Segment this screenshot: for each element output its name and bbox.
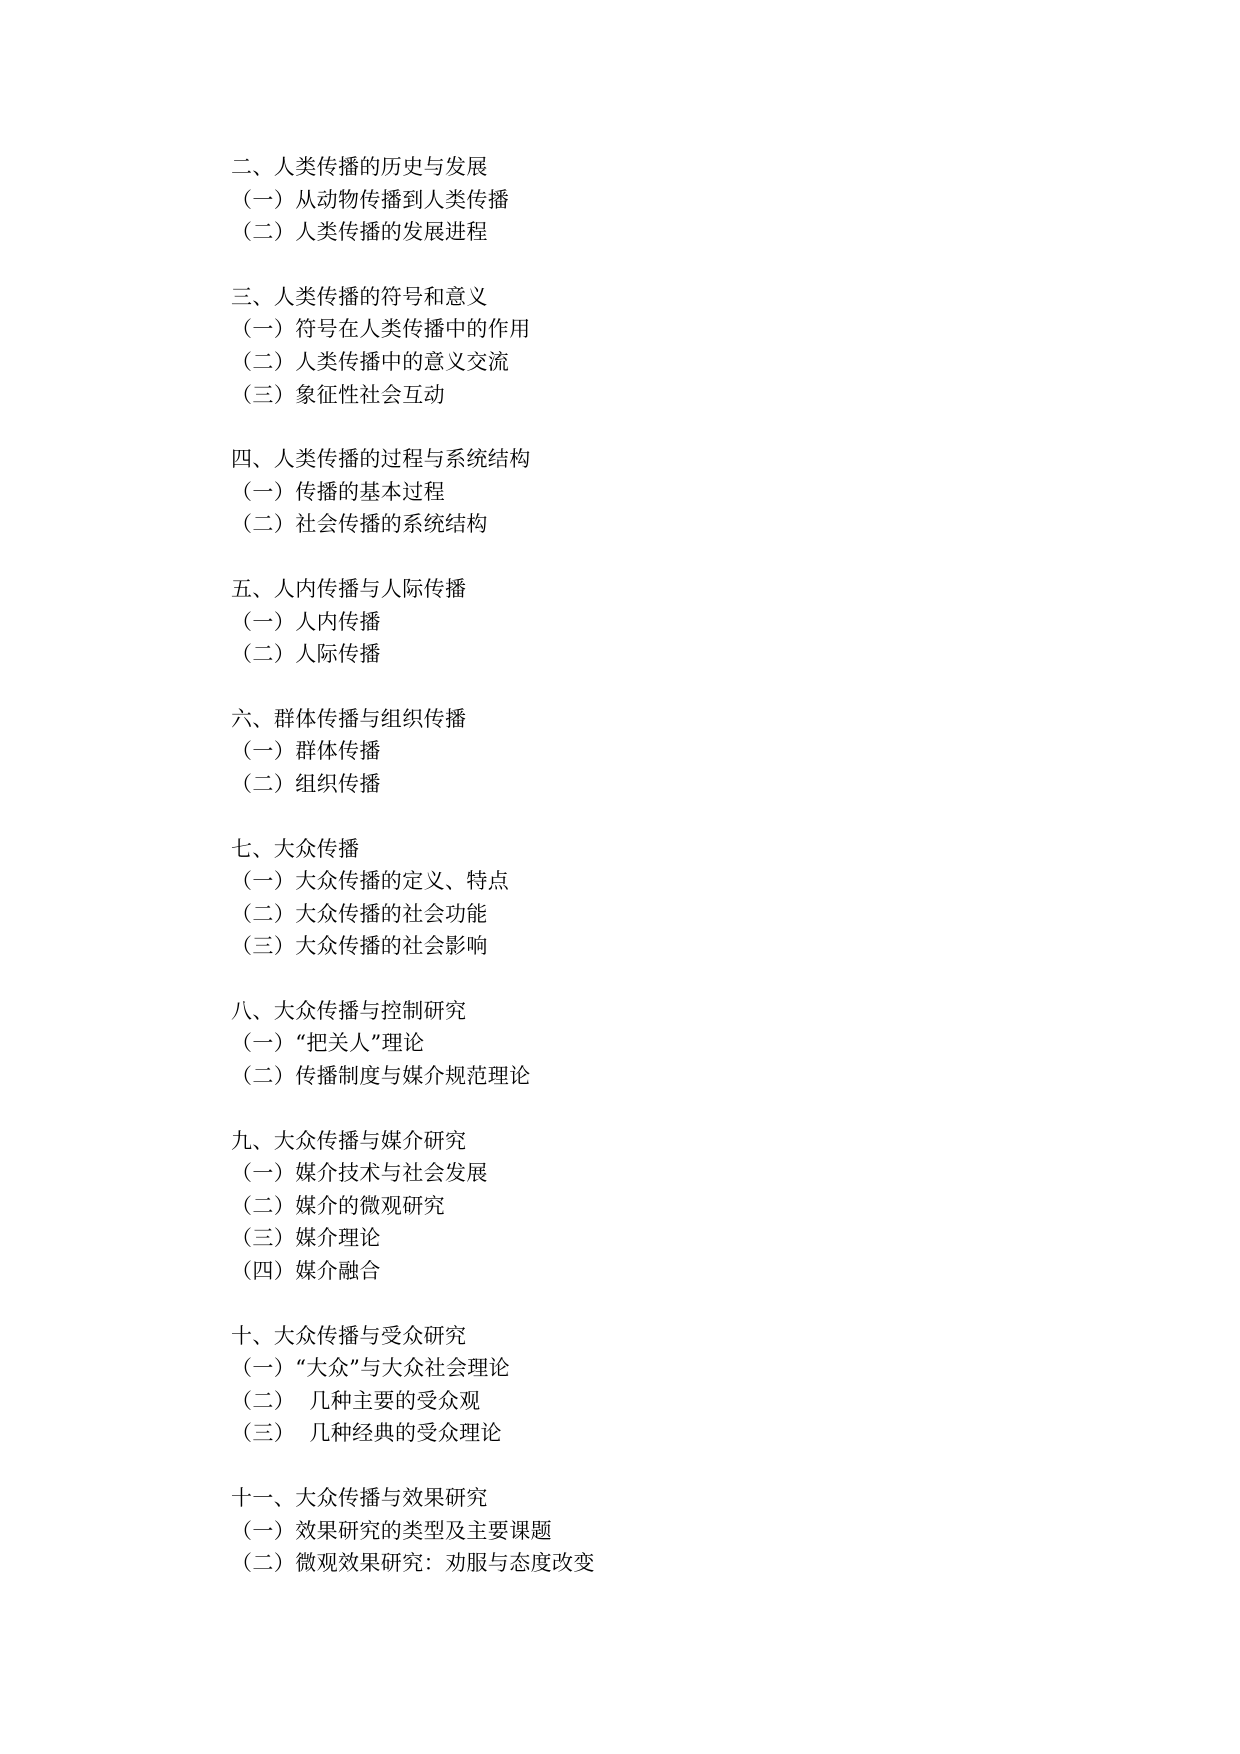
subsection-item: （二）传播制度与媒介规范理论 [231, 1064, 531, 1089]
subsection-item: （二）微观效果研究：劝服与态度改变 [231, 1551, 595, 1576]
outline-section [231, 995, 1131, 1093]
document-outline [231, 151, 1131, 1612]
outline-section [231, 703, 1131, 801]
outline-section [231, 151, 1131, 249]
subsection-item: （一）人内传播 [231, 609, 381, 634]
outline-section [231, 1125, 1131, 1288]
section-heading: 五、人内传播与人际传播 [231, 576, 467, 601]
section-heading: 八、大众传播与控制研究 [231, 998, 467, 1023]
subsection-item: （一）群体传播 [231, 739, 381, 764]
subsection-item: （一）大众传播的定义、特点 [231, 869, 510, 894]
subsection-item: （三）象征性社会互动 [231, 382, 445, 407]
subsection-item: （四）媒介融合 [231, 1259, 381, 1284]
subsection-item: （一）效果研究的类型及主要课题 [231, 1518, 552, 1543]
subsection-item: （一）媒介技术与社会发展 [231, 1161, 488, 1186]
section-heading: 四、人类传播的过程与系统结构 [231, 447, 531, 472]
outline-section [231, 1320, 1131, 1450]
subsection-item: （一）“大众”与大众社会理论 [231, 1356, 511, 1381]
subsection-item: （二）人类传播中的意义交流 [231, 349, 510, 374]
subsection-item: （三）大众传播的社会影响 [231, 934, 488, 959]
subsection-item: （二）媒介的微观研究 [231, 1193, 445, 1218]
subsection-item: （二）人类传播的发展进程 [231, 220, 488, 245]
subsection-item: （二） 几种主要的受众观 [231, 1388, 481, 1413]
subsection-item: （一）“把关人”理论 [231, 1031, 425, 1056]
subsection-item: （一）符号在人类传播中的作用 [231, 317, 531, 342]
subsection-item: （二）大众传播的社会功能 [231, 901, 488, 926]
section-heading: 九、大众传播与媒介研究 [231, 1128, 467, 1153]
outline-section [231, 443, 1131, 541]
section-heading: 十一、大众传播与效果研究 [231, 1486, 488, 1510]
subsection-item: （一）传播的基本过程 [231, 479, 445, 504]
outline-section [231, 833, 1131, 963]
section-heading: 十、大众传播与受众研究 [231, 1323, 467, 1348]
section-heading: 七、大众传播 [231, 836, 360, 861]
subsection-item: （二）组织传播 [231, 771, 381, 796]
subsection-item: （二）社会传播的系统结构 [231, 512, 488, 537]
subsection-item: （三）媒介理论 [231, 1226, 381, 1251]
subsection-item: （一）从动物传播到人类传播 [231, 187, 510, 212]
section-heading: 二、人类传播的历史与发展 [231, 155, 488, 179]
outline-section [231, 281, 1131, 411]
outline-section [231, 1482, 1131, 1580]
section-heading: 三、人类传播的符号和意义 [231, 284, 488, 309]
subsection-item: （三） 几种经典的受众理论 [231, 1421, 502, 1446]
outline-section [231, 573, 1131, 671]
subsection-item: （二）人际传播 [231, 642, 381, 667]
section-heading: 六、群体传播与组织传播 [231, 706, 467, 731]
